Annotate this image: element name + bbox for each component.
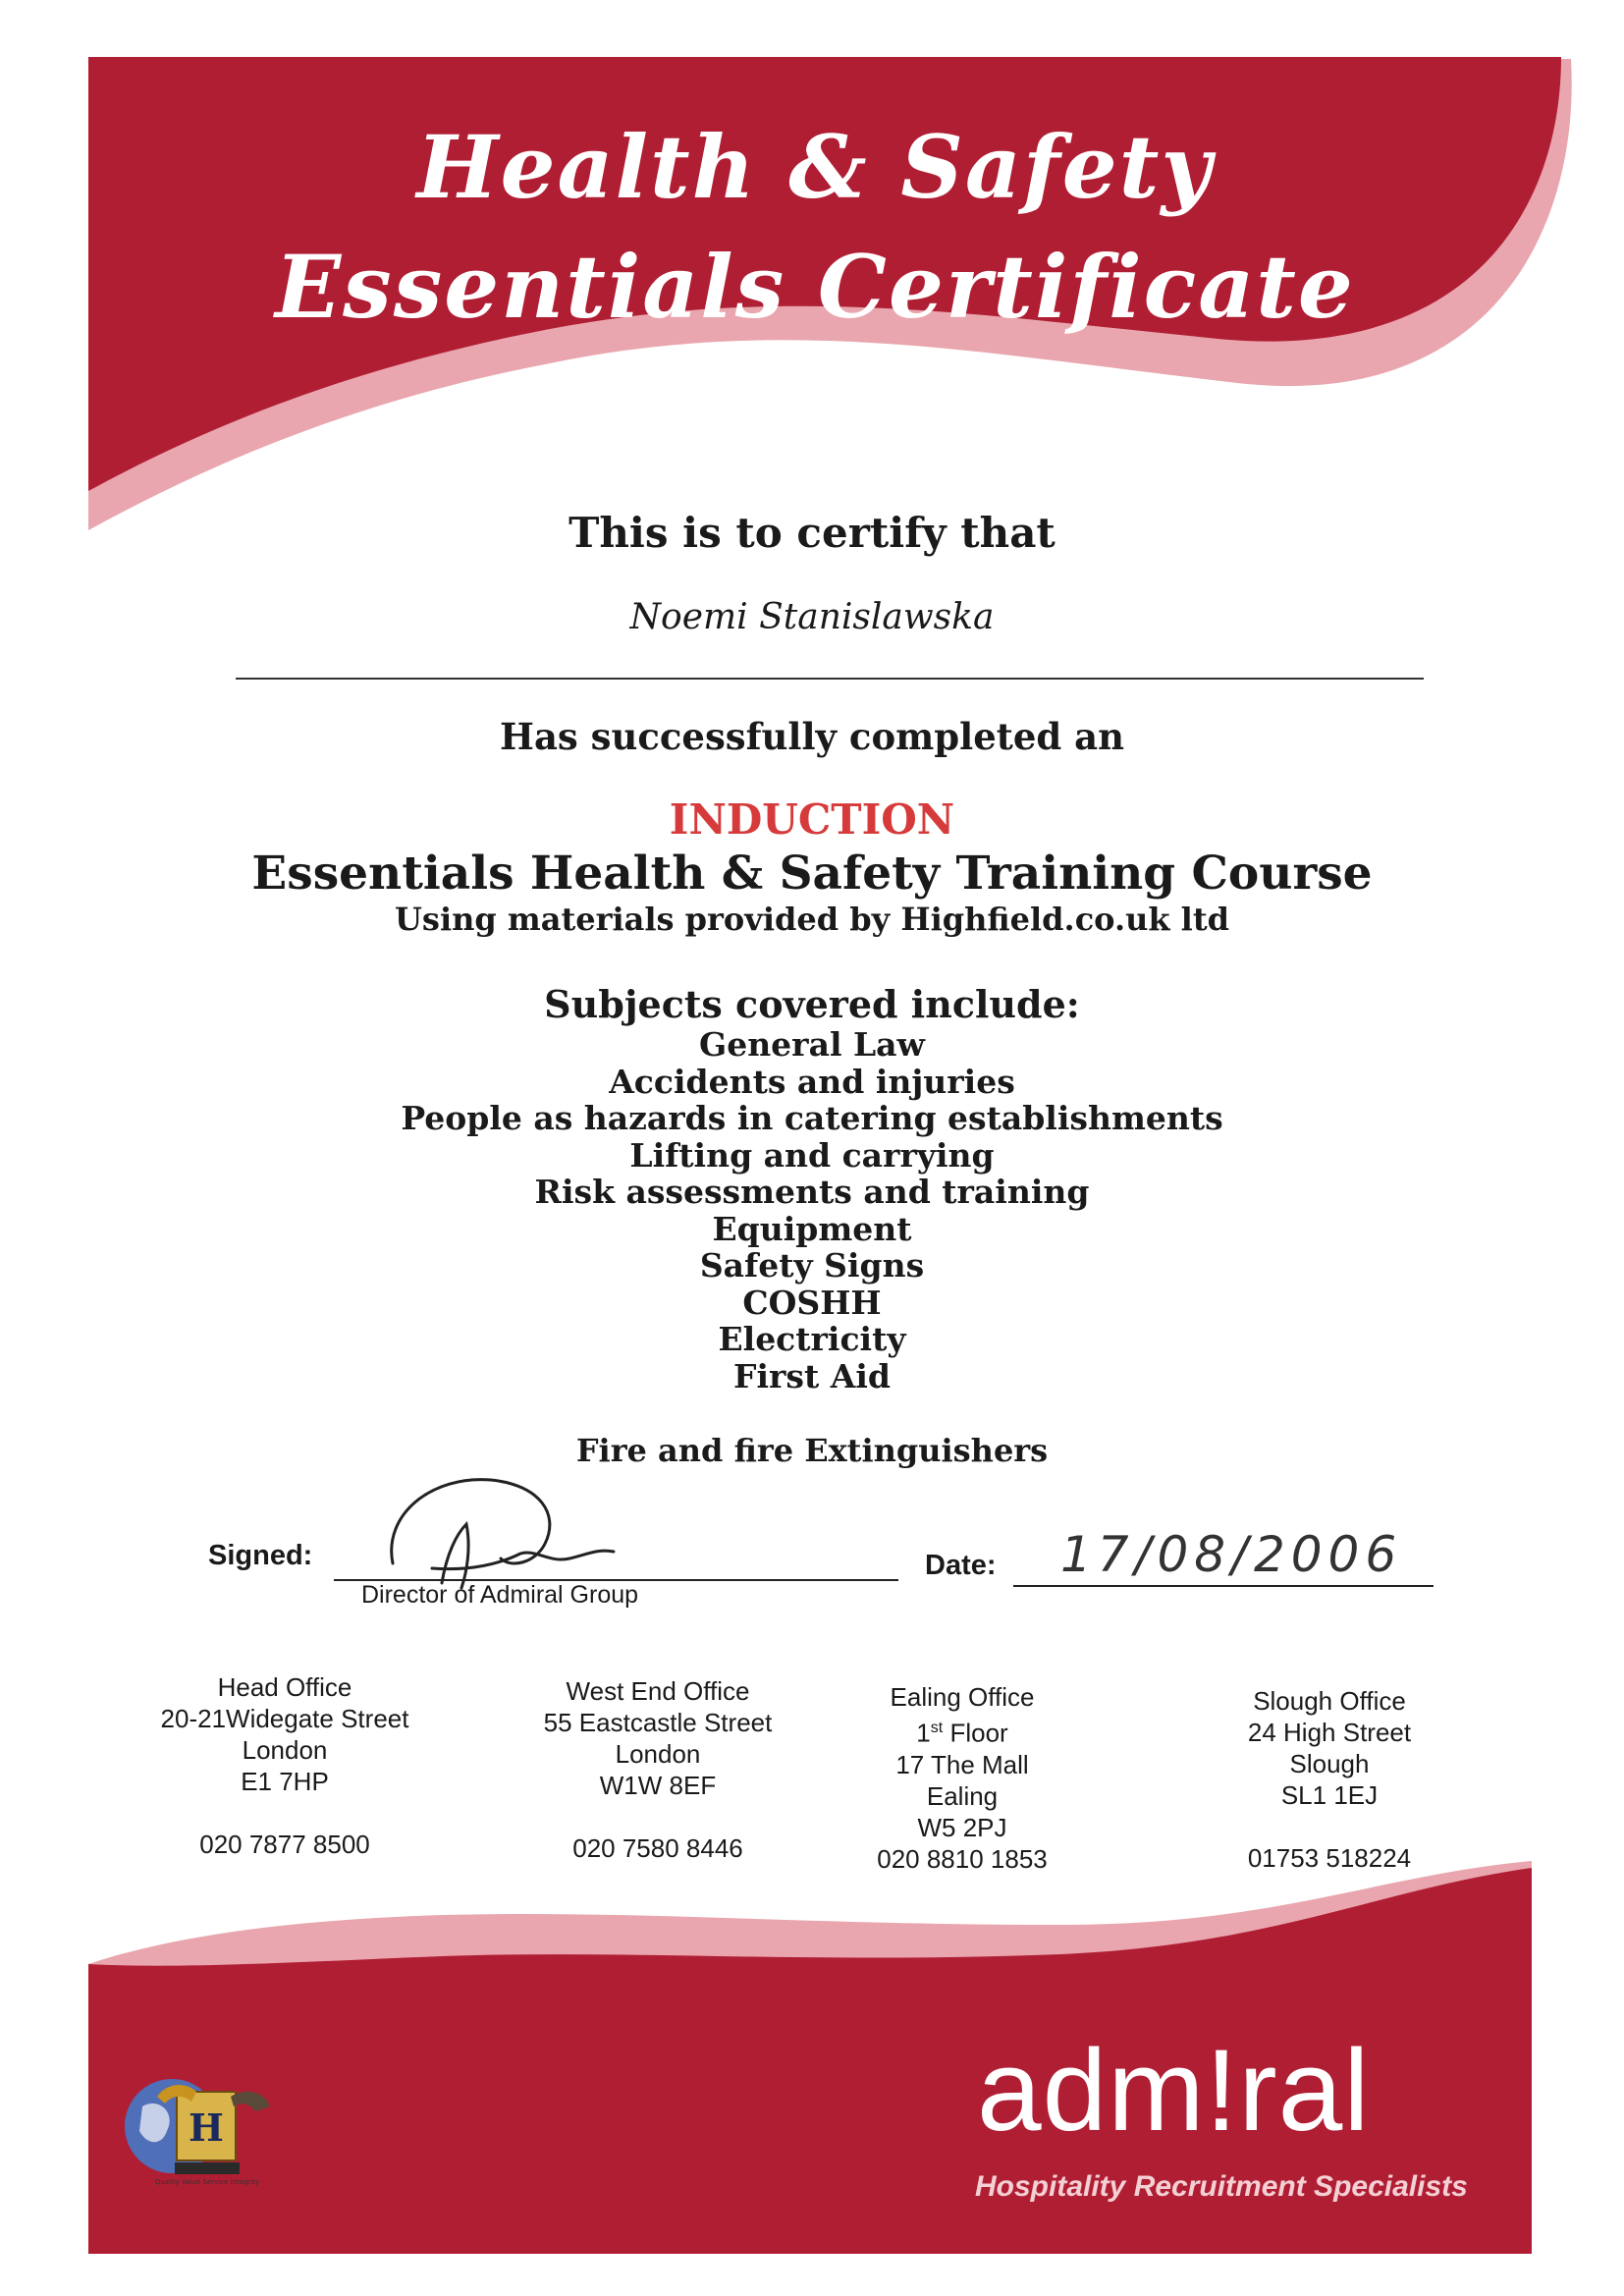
signer-title: Director of Admiral Group [361, 1581, 639, 1609]
office-address-line: 24 High Street [1247, 1718, 1412, 1747]
subjects-heading: Subjects covered include: [544, 982, 1080, 1026]
office-address-line: Slough [1289, 1749, 1370, 1778]
office-phone: 020 7877 8500 [199, 1830, 370, 1859]
floor-number: 1 [916, 1718, 931, 1748]
office-address-line: 55 Eastcastle Street [543, 1708, 773, 1737]
office-address-line: 17 The Mall [895, 1749, 1029, 1779]
office-address-line: E1 7HP [241, 1767, 329, 1796]
office-floor [805, 1713, 1119, 1749]
office-name: Ealing Office [890, 1682, 1035, 1712]
date-value: 17/08/2006 [1060, 1526, 1403, 1583]
admiral-tagline: Hospitality Recruitment Specialists [975, 2170, 1468, 2203]
subject-item: People as hazards in catering establishments [401, 1099, 1223, 1137]
subject-item: Safety Signs [699, 1246, 925, 1285]
certificate-title-line2: Essentials Certificate [275, 236, 1355, 338]
certify-text: This is to certify that [568, 509, 1056, 557]
office-address-line: SL1 1EJ [1280, 1780, 1379, 1810]
highfield-logo-letter: H [189, 2105, 224, 2150]
highfield-logo-caption: Quality Value Service Integrity [154, 2178, 260, 2186]
office-address-line: W5 2PJ [917, 1812, 1007, 1842]
admiral-logo-text: adm!ral [977, 2026, 1371, 2156]
subject-item: Risk assessments and training [534, 1173, 1090, 1211]
completed-text: Has successfully completed an [499, 715, 1125, 758]
office-address-line: London [242, 1735, 328, 1765]
name-underline [236, 678, 1424, 680]
floor-word: Floor [949, 1718, 1008, 1748]
subject-item: Equipment [712, 1209, 912, 1248]
subject-item: Lifting and carrying [629, 1135, 995, 1175]
subject-item: First Aid [733, 1356, 891, 1395]
office-phone: 020 7580 8446 [572, 1833, 743, 1863]
certificate-title-line1: Health & Safety [416, 116, 1214, 218]
date-line [1013, 1585, 1434, 1587]
office-address-line: 20-21Widegate Street [160, 1704, 409, 1733]
subject-item: Electricity [718, 1320, 906, 1358]
office-address-line: London [615, 1739, 701, 1769]
subject-item: Accidents and injuries [609, 1062, 1015, 1101]
materials-text: Using materials provided by Highfield.co.uk ltd [395, 901, 1229, 938]
bottom-banner [0, 1768, 1624, 2296]
floor-superscript: st [930, 1720, 944, 1736]
extra-subject: Fire and fire Extinguishers [575, 1432, 1049, 1469]
office-address-line: Ealing [926, 1780, 999, 1811]
course-name: Essentials Health & Safety Training Course [251, 847, 1373, 901]
office-name: Head Office [217, 1672, 352, 1702]
office-phone: 01753 518224 [1247, 1843, 1412, 1873]
subjects-list [0, 1026, 1624, 1394]
course-type: INDUCTION [669, 795, 955, 844]
office-name: Slough Office [1253, 1686, 1406, 1716]
office-phone: 020 8810 1853 [877, 1843, 1048, 1874]
highfield-logo-icon [118, 2062, 295, 2190]
subject-item: COSHH [742, 1283, 882, 1322]
date-label: Date: [925, 1550, 997, 1581]
recipient-name: Noemi Stanislawska [629, 597, 995, 637]
signed-label: Signed: [208, 1540, 313, 1571]
subject-item: General Law [699, 1025, 925, 1064]
office-name: West End Office [566, 1676, 750, 1706]
office-address-line: W1W 8EF [599, 1771, 717, 1800]
